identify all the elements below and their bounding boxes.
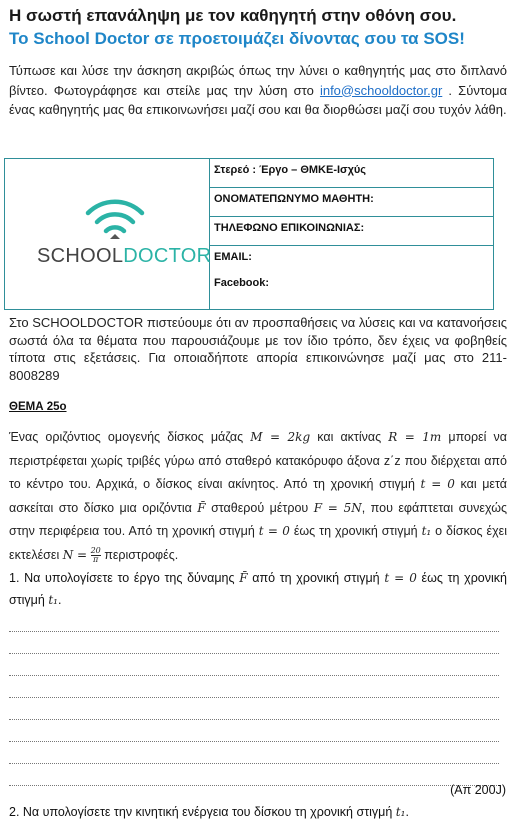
phone-field: ΤΗΛΕΦΩΝΟ ΕΠΙΚΟΙΝΩΝΙΑΣ: <box>210 217 493 246</box>
answer-line[interactable] <box>9 654 499 676</box>
intro-paragraph: Τύπωσε και λύσε την άσκηση ακριβώς όπως την λύνει ο καθηγητής μας στο διπλανό βίντεο. Φωτογράφησε και στείλε μας την λύση στο info@schooldoctor.gr . Σύντομα ένας καθηγητής μας θα επικοινωνήσει μαζί σου και θα διορθώσει μαζί σου τυχόν λάθη. <box>9 63 508 117</box>
student-name-field: ΟΝΟΜΑΤΕΠΩΝΥΜΟ ΜΑΘΗΤΗ: <box>210 188 493 217</box>
email-field: EMAIL: <box>214 251 252 263</box>
answer-line[interactable] <box>9 742 499 764</box>
answer-line[interactable] <box>9 764 499 786</box>
answer-line[interactable] <box>9 720 499 742</box>
signal-icon <box>84 195 146 243</box>
info-paragraph: Στο SCHOOLDOCTOR πιστεύουμε ότι αν προσπαθήσεις να λύσεις και να κατανοήσεις σωστά όλα τα θέματα που παρουσιάζουμε με τον ίδιο τρόπο, δεν έχεις να φοβηθείς τίποτα στις εξετάσεις. Για οποιαδήποτε απορία επικοινώνησε μαζί μας στο 211-8008289 <box>9 315 507 383</box>
fraction: $\frac{20}{\pi}$ <box>90 545 101 564</box>
brand-wordmark: SCHOOLDOCTOR <box>37 245 212 267</box>
contact-fields <box>210 246 493 308</box>
question-2: 2. Να υπολογίσετε την κινητική ενέργεια του δίσκου τη χρονική στιγμή t₁. <box>9 805 409 819</box>
answer-line[interactable] <box>9 698 499 720</box>
page-title: Η σωστή επανάληψη με τον καθηγητή στην οθόνη σου. <box>9 6 457 25</box>
answer-lines[interactable] <box>9 610 499 786</box>
topic-field: Στερεό : Έργο – ΘΜΚΕ-Ισχύς <box>210 159 493 188</box>
answer-line[interactable] <box>9 610 499 632</box>
schooldoctor-logo <box>5 159 210 309</box>
problem-statement: Ένας οριζόντιος ομογενής δίσκος μάζας M = 2kg και ακτίνας R = 1m μπορεί να περιστρέφεται χωρίς τριβές γύρω από σταθερό κατακόρυφο άξονα z΄z που διέρχεται από το κέντρο του. Αρχικά, ο δίσκος είναι ακίνητος. Από τη χρονική στιγμή t = 0 και μετά ασκείται στο δίσκο μια οριζόντια F̄ σταθερού μέτρου F = 5N, που εφάπτεται συνεχώς στην περιφέρεια του. Από τη χρονική στιγμή t = 0 έως τη χρονική στιγμή t₁ ο δίσκος έχει εκτελέσει N = $\frac{20}{\pi}$ περιστροφές. <box>9 430 508 564</box>
answer-line[interactable] <box>9 632 499 654</box>
email-link[interactable]: info@schooldoctor.gr <box>319 82 443 98</box>
answer-hint: (Απ 200J) <box>450 783 506 797</box>
student-info-card <box>4 158 494 310</box>
answer-line[interactable] <box>9 676 499 698</box>
info-fields <box>210 159 493 308</box>
theme-heading: ΘΕΜΑ 25ο <box>9 401 67 413</box>
question-1: 1. Να υπολογίσετε το έργο της δύναμης F̄ από τη χρονική στιγμή t = 0 έως τη χρονική στιγμή t₁. <box>9 571 507 607</box>
page-subtitle: Το School Doctor σε προετοιμάζει δίνοντας σου τα SOS! <box>9 29 465 48</box>
facebook-field: Facebook: <box>214 277 270 289</box>
